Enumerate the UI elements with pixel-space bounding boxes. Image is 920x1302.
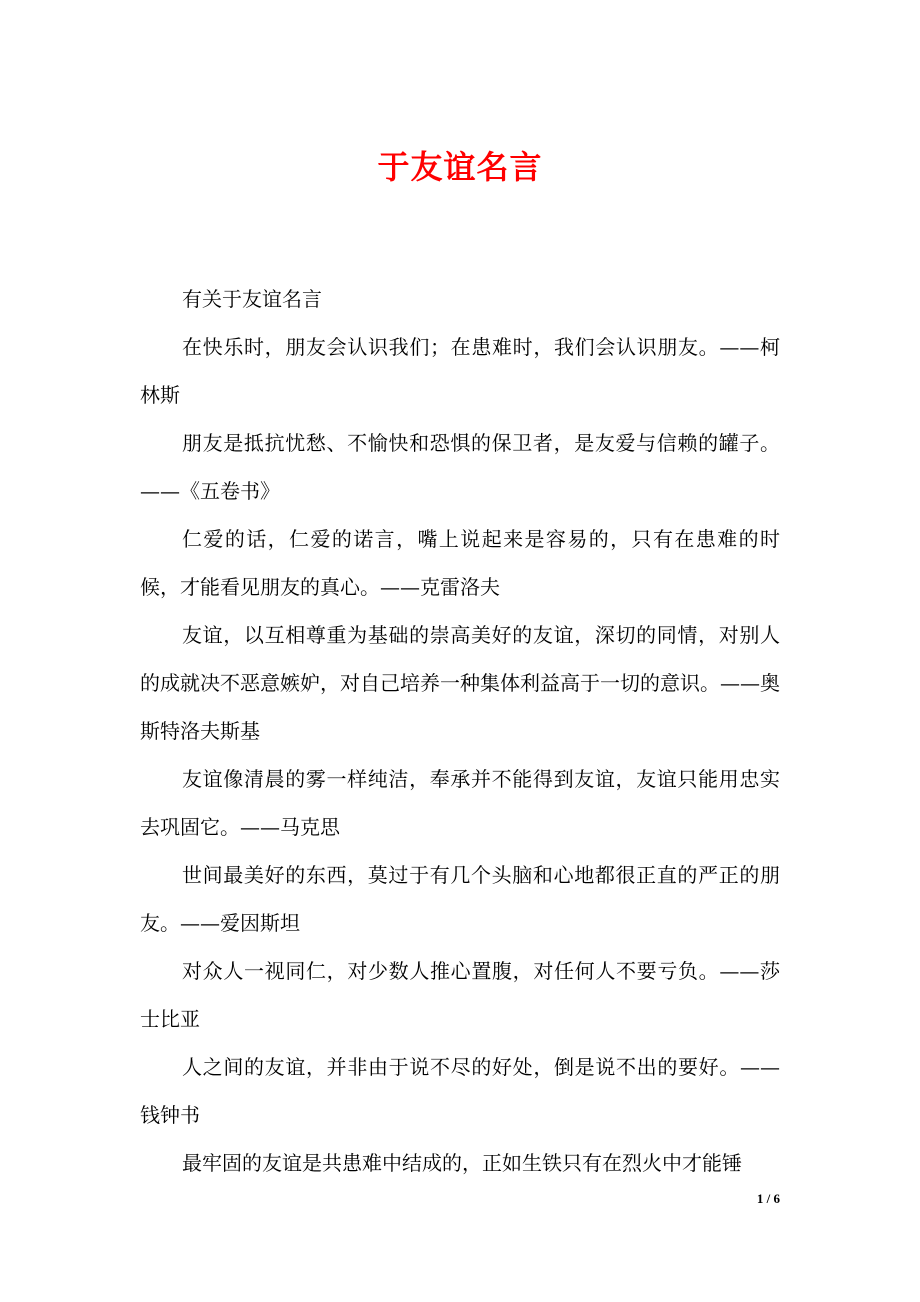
paragraph: 在快乐时，朋友会认识我们；在患难时，我们会认识朋友。——柯林斯: [140, 335, 780, 407]
document-body: [140, 275, 780, 1187]
paragraph: 朋友是抵抗忧愁、不愉快和恐惧的保卫者，是友爱与信赖的罐子。——《五卷书》: [140, 431, 780, 503]
paragraph: 世间最美好的东西，莫过于有几个头脑和心地都很正直的严正的朋友。——爱因斯坦: [140, 863, 780, 935]
paragraph: 人之间的友谊，并非由于说不尽的好处，倒是说不出的要好。——钱钟书: [140, 1055, 780, 1127]
paragraph: 友谊像清晨的雾一样纯洁，奉承并不能得到友谊，友谊只能用忠实去巩固它。——马克思: [140, 767, 780, 839]
paragraph: 有关于友谊名言: [182, 287, 322, 311]
paragraph: 对众人一视同仁，对少数人推心置腹，对任何人不要亏负。——莎士比亚: [140, 959, 780, 1031]
paragraph: 仁爱的话，仁爱的诺言，嘴上说起来是容易的，只有在患难的时候，才能看见朋友的真心。——克雷洛夫: [140, 527, 780, 599]
paragraph: 最牢固的友谊是共患难中结成的，正如生铁只有在烈火中才能锤: [182, 1151, 742, 1175]
paragraph: 友谊，以互相尊重为基础的崇高美好的友谊，深切的同情，对别人的成就决不恶意嫉妒，对自己培养一种集体利益高于一切的意识。——奥斯特洛夫斯基: [140, 623, 780, 743]
page-number: 1 / 6: [756, 1191, 780, 1206]
document-title: 于友谊名言: [377, 148, 543, 186]
